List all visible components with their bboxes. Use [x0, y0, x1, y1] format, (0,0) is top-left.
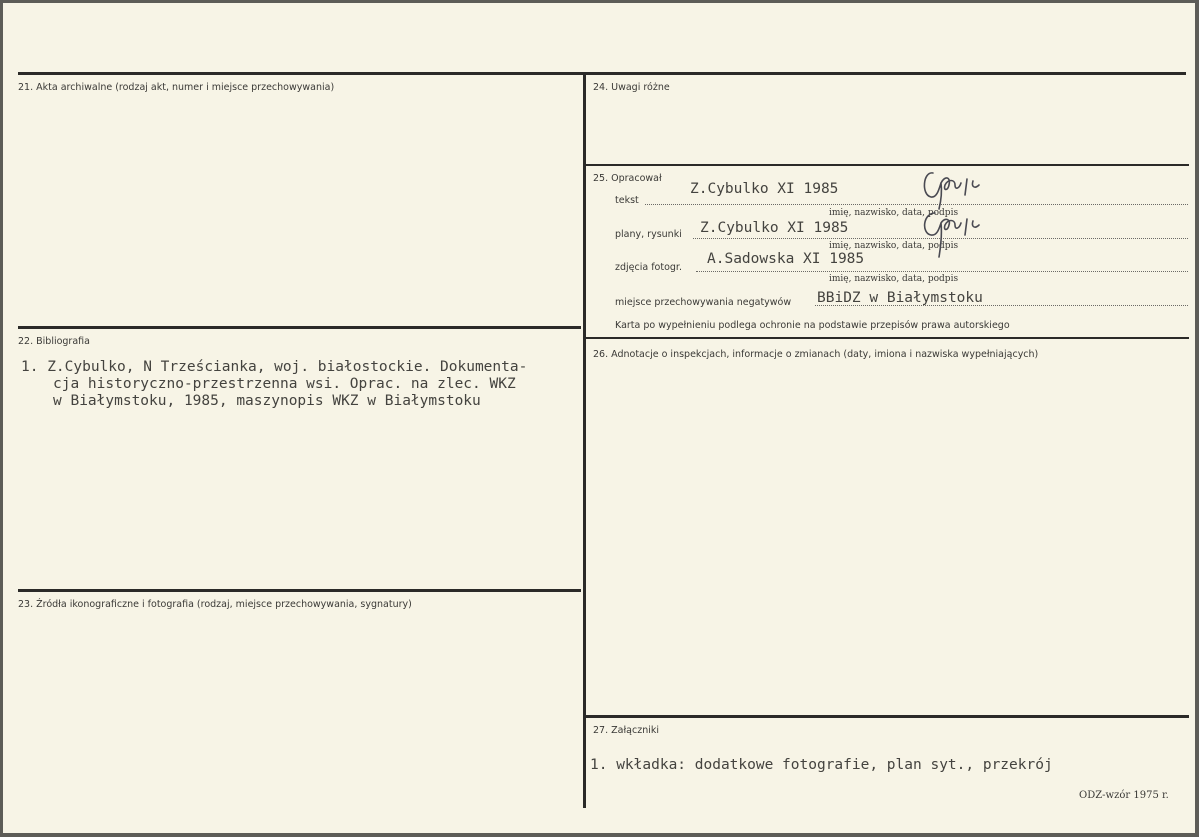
negatywy-label: miejsce przechowywania negatywów: [615, 297, 792, 308]
section-25-label: 25. Opracował: [593, 173, 662, 184]
rule-24-25: [585, 164, 1189, 166]
tekst-label: tekst: [615, 195, 639, 206]
section-27-label: 27. Załączniki: [593, 725, 659, 736]
signature-plany: [915, 209, 1005, 259]
signature-tekst: [915, 165, 1005, 210]
section-24-label: 24. Uwagi różne: [593, 82, 670, 93]
tekst-hint: imię, nazwisko, data, podpis: [829, 208, 959, 218]
copyright-note: Karta po wypełnieniu podlega ochronie na podstawie przepisów prawa autorskiego: [615, 320, 1010, 331]
tekst-value: Z.Cybulko XI 1985: [690, 181, 839, 197]
top-rule: [18, 72, 1186, 75]
rule-26-27: [585, 715, 1189, 718]
negatywy-dotted-line: [815, 305, 1188, 306]
zdjecia-label: zdjęcia fotogr.: [615, 262, 682, 273]
plany-label: plany, rysunki: [615, 229, 682, 240]
section-26-label: 26. Adnotacje o inspekcjach, informacje o zmianach (daty, imiona i nazwiska wypełniających): [593, 349, 1039, 360]
plany-hint: imię, nazwisko, data, podpis: [829, 241, 959, 251]
center-divider: [583, 73, 586, 808]
section-22-label: 22. Bibliografia: [18, 336, 90, 347]
section-21-label: 21. Akta archiwalne (rodzaj akt, numer i miejsce przechowywania): [18, 82, 335, 93]
rule-25-26: [585, 337, 1189, 339]
zdjecia-hint: imię, nazwisko, data, podpis: [829, 274, 959, 284]
bibliography-line-2: cja historyczno-przestrzenna wsi. Oprac. na zlec. WKZ: [53, 376, 516, 392]
plany-value: Z.Cybulko XI 1985: [700, 220, 849, 236]
zdjecia-value: A.Sadowska XI 1985: [707, 251, 865, 267]
form-footer: ODZ-wzór 1975 r.: [1079, 790, 1169, 801]
record-card: [3, 3, 1195, 833]
zdjecia-dotted-line: [696, 271, 1188, 272]
bibliography-line-3: w Białymstoku, 1985, maszynopis WKZ w Białymstoku: [53, 393, 481, 409]
rule-21-22: [18, 326, 581, 329]
bibliography-line-1: 1. Z.Cybulko, N Trześcianka, woj. białostockie. Dokumenta-: [21, 359, 528, 375]
attachment-entry: 1. wkładka: dodatkowe fotografie, plan syt., przekrój: [590, 757, 1053, 773]
negatywy-value: BBiDZ w Białymstoku: [817, 290, 983, 306]
section-23-label: 23. Źródła ikonograficzne i fotografia (rodzaj, miejsce przechowywania, sygnatury): [18, 599, 412, 610]
rule-22-23: [18, 589, 581, 592]
